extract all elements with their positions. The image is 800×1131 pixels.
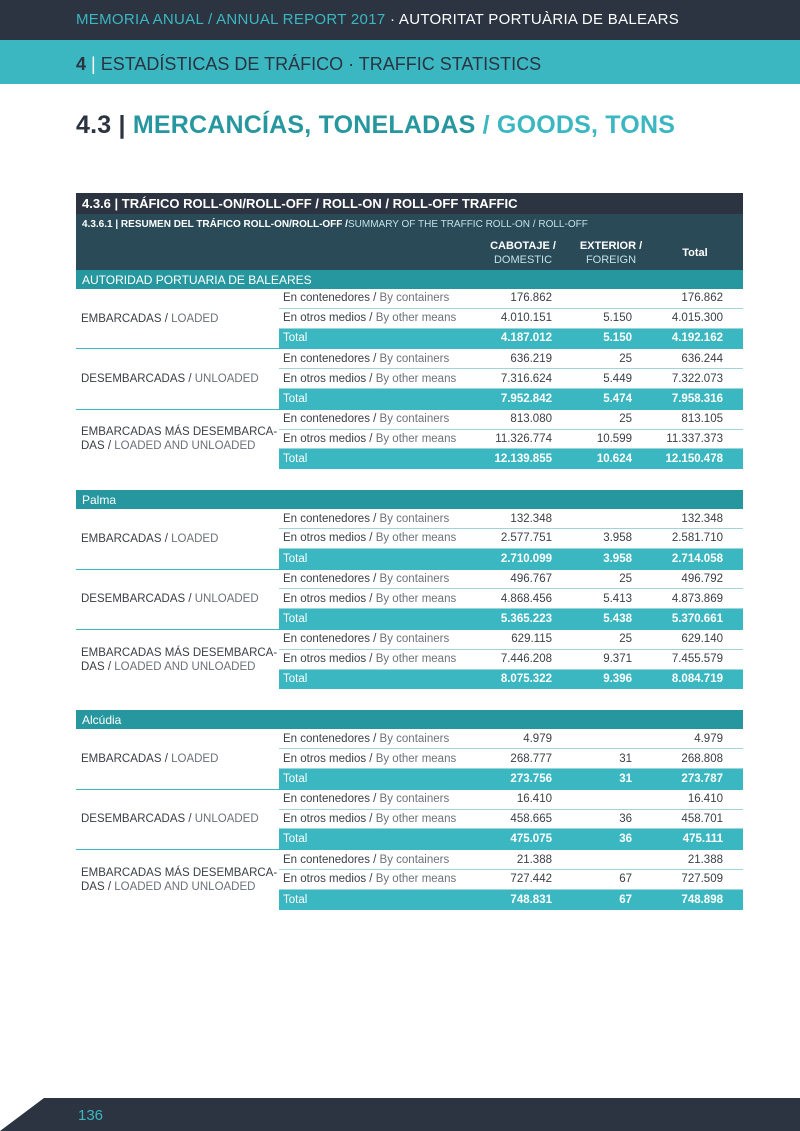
row-description-es: Total	[283, 392, 308, 405]
row-description-en: By containers	[379, 292, 450, 305]
movement-label-text	[81, 592, 259, 606]
row-description-es: Total	[283, 772, 308, 785]
row-description	[279, 613, 471, 625]
col-header-foreign	[575, 235, 647, 270]
foreign-value: 10.624	[596, 453, 632, 466]
movement-label-text	[81, 532, 218, 546]
foreign-value: 3.958	[603, 532, 632, 545]
foreign-value: 5.413	[603, 592, 632, 605]
total-row	[279, 389, 743, 409]
movement-label	[76, 570, 279, 629]
row-description-es: Total	[283, 893, 308, 906]
row-description	[279, 332, 471, 344]
row-description	[279, 453, 471, 465]
total-value: 7.322.073	[671, 372, 723, 385]
foreign-value: 36	[619, 812, 632, 825]
movement-block	[76, 349, 743, 408]
total-value: 4.192.162	[671, 332, 723, 345]
movement-block	[76, 630, 743, 689]
movement-rows	[279, 349, 743, 408]
row-description	[279, 733, 471, 745]
row-description	[279, 573, 471, 585]
movement-rows	[279, 570, 743, 629]
total-value: 273.787	[681, 772, 723, 785]
foreign-value: 3.958	[603, 552, 632, 565]
domestic-value: 12.139.855	[494, 453, 552, 466]
movement-label-en: LOADED	[171, 312, 219, 325]
col-header-total	[647, 235, 743, 270]
domestic-value: 21.388	[516, 853, 552, 866]
row-description	[279, 373, 471, 385]
movement-label-en: LOADED	[171, 753, 219, 766]
row-description	[279, 532, 471, 544]
foreign-value: 25	[619, 413, 632, 426]
table-subtitle-es: 4.3.6.1 | RESUMEN DEL TRÁFICO ROLL-ON/ROLL-OFF /	[82, 219, 348, 230]
foreign-value: 31	[619, 772, 632, 785]
movement-label-en: LOADED AND UNLOADED	[114, 440, 256, 453]
col-foreign-en: FOREIGN	[585, 253, 637, 266]
total-value: 2.714.058	[671, 552, 723, 565]
total-value: 5.370.661	[671, 613, 723, 626]
domestic-value: 458.665	[510, 812, 552, 825]
footer-wedge	[0, 1098, 44, 1131]
table-row	[279, 529, 743, 549]
row-description-es: En contenedores /	[283, 853, 380, 866]
table-row	[279, 749, 743, 769]
table-row	[279, 509, 743, 529]
total-value: 8.084.719	[671, 673, 723, 686]
table-row	[279, 790, 743, 810]
domestic-value: 727.442	[510, 873, 552, 886]
row-description-es: Total	[283, 552, 308, 565]
movement-label-es: EMBARCADAS MÁS DESEMBARCA-DAS /	[81, 646, 278, 673]
table-subtitle-en: SUMMARY OF THE TRAFFIC ROLL-ON / ROLL-OFF	[347, 219, 588, 230]
movement-label-es: DESEMBARCADAS /	[81, 373, 195, 386]
movement-rows	[279, 850, 743, 909]
foreign-value: 5.150	[603, 332, 632, 345]
row-description	[279, 312, 471, 324]
group-header	[76, 490, 743, 509]
foreign-value: 5.474	[603, 392, 632, 405]
foreign-value: 5.438	[603, 613, 632, 626]
movement-label-en: LOADED AND UNLOADED	[114, 660, 256, 673]
total-value: 7.958.316	[671, 392, 723, 405]
group-header	[76, 710, 743, 729]
row-description	[279, 633, 471, 645]
movement-label-en: UNLOADED	[194, 813, 259, 826]
top-header-bar	[0, 0, 800, 40]
movement-label-text	[81, 425, 279, 453]
section-separator: |	[86, 54, 101, 74]
domestic-value: 4.868.456	[500, 592, 552, 605]
roro-traffic-table	[76, 193, 743, 910]
domestic-value: 7.952.842	[500, 392, 552, 405]
movement-label	[76, 349, 279, 408]
domestic-value: 636.219	[510, 352, 552, 365]
domestic-value: 813.080	[510, 413, 552, 426]
row-description-en: By containers	[379, 793, 450, 806]
domestic-value: 2.577.751	[500, 532, 552, 545]
table-row	[279, 309, 743, 329]
row-description-es: En contenedores /	[283, 413, 380, 426]
movement-rows	[279, 410, 743, 469]
group-header	[76, 270, 743, 289]
table-row	[279, 650, 743, 670]
row-description	[279, 653, 471, 665]
column-headers	[76, 235, 743, 270]
movement-label-es: DESEMBARCADAS /	[81, 593, 195, 606]
domestic-value: 7.446.208	[500, 653, 552, 666]
domestic-value: 16.410	[516, 793, 552, 806]
domestic-value: 748.831	[510, 893, 552, 906]
movement-label	[76, 289, 279, 348]
total-value: 12.150.478	[665, 453, 723, 466]
row-description-es: En otros medios /	[283, 873, 376, 886]
movement-label-en: UNLOADED	[194, 373, 259, 386]
movement-label-text	[81, 312, 218, 326]
row-description	[279, 292, 471, 304]
table-row	[279, 630, 743, 650]
col-foreign-es: EXTERIOR /	[579, 239, 643, 252]
table-row	[279, 570, 743, 590]
row-description-es: En contenedores /	[283, 572, 380, 585]
domestic-value: 4.010.151	[500, 312, 552, 325]
row-description-en: By other means	[375, 592, 457, 605]
total-row	[279, 829, 743, 849]
movement-label-text	[81, 372, 259, 386]
movement-block	[76, 509, 743, 568]
total-value: 748.898	[681, 893, 723, 906]
movement-label-es: EMBARCADAS MÁS DESEMBARCA-DAS /	[81, 426, 278, 453]
row-description	[279, 793, 471, 805]
domestic-value: 11.326.774	[495, 432, 552, 445]
row-description-es: En otros medios /	[283, 653, 376, 666]
foreign-value: 67	[619, 873, 632, 886]
report-header	[76, 11, 679, 28]
domestic-value: 273.756	[510, 772, 552, 785]
page-title-es: MERCANCÍAS, TONELADAS	[132, 111, 476, 139]
row-description	[279, 353, 471, 365]
row-description-en: By other means	[375, 653, 457, 666]
foreign-value: 25	[619, 352, 632, 365]
table-row	[279, 850, 743, 870]
header-dot: ·	[385, 11, 399, 28]
row-description-es: Total	[283, 613, 308, 626]
section-title-en: TRAFFIC STATISTICS	[358, 54, 542, 74]
row-description-en: By other means	[375, 812, 457, 825]
movement-rows	[279, 630, 743, 689]
table-subtitle	[76, 214, 743, 235]
movement-label-text	[81, 812, 259, 826]
row-description	[279, 753, 471, 765]
total-value: 11.337.373	[666, 432, 723, 445]
section-dot: ·	[343, 54, 359, 74]
row-description	[279, 413, 471, 425]
movement-label-en: LOADED	[171, 532, 219, 545]
table-body	[76, 270, 743, 910]
group-name: Palma	[82, 492, 117, 507]
row-description-es: En contenedores /	[283, 732, 380, 745]
table-row	[279, 430, 743, 450]
row-description-es: Total	[283, 332, 308, 345]
row-description	[279, 433, 471, 445]
row-description-es: En otros medios /	[283, 812, 376, 825]
header-es: MEMORIA ANUAL	[76, 11, 204, 28]
header-org: AUTORITAT PORTUÀRIA DE BALEARS	[398, 11, 680, 28]
total-value: 727.509	[681, 873, 723, 886]
movement-rows	[279, 790, 743, 849]
page-title-en: GOODS, TONS	[496, 111, 676, 139]
total-value: 636.244	[681, 352, 723, 365]
total-row	[279, 609, 743, 629]
row-description-es: En otros medios /	[283, 432, 376, 445]
total-row	[279, 449, 743, 469]
domestic-value: 176.862	[510, 292, 552, 305]
table-row	[279, 369, 743, 389]
total-value: 176.862	[681, 292, 723, 305]
total-value: 16.410	[687, 793, 723, 806]
row-description	[279, 873, 471, 885]
row-description-en: By other means	[375, 372, 457, 385]
total-value: 813.105	[681, 413, 723, 426]
movement-label	[76, 630, 279, 689]
row-description	[279, 593, 471, 605]
total-value: 2.581.710	[671, 532, 723, 545]
domestic-value: 7.316.624	[500, 372, 552, 385]
row-description-en: By containers	[379, 853, 450, 866]
header-sep: /	[203, 11, 217, 28]
domestic-value: 4.979	[523, 732, 552, 745]
total-row	[279, 890, 743, 910]
page-title-number: 4.3 |	[76, 111, 133, 139]
header-en: ANNUAL REPORT 2017	[216, 11, 386, 28]
foreign-value: 9.371	[603, 653, 632, 666]
domestic-value: 132.348	[510, 512, 552, 525]
col-domestic-es: CABOTAJE /	[490, 239, 556, 252]
domestic-value: 475.075	[510, 833, 552, 846]
movement-label	[76, 790, 279, 849]
table-row	[279, 870, 743, 890]
row-description-en: By other means	[375, 873, 457, 886]
foreign-value: 10.599	[596, 432, 632, 445]
row-description-es: Total	[283, 833, 308, 846]
row-description-es: En contenedores /	[283, 292, 380, 305]
movement-label-es: EMBARCADAS /	[81, 312, 172, 325]
movement-label-es: DESEMBARCADAS /	[81, 813, 195, 826]
domestic-value: 4.187.012	[500, 332, 552, 345]
row-description-es: En otros medios /	[283, 752, 376, 765]
table-row	[279, 349, 743, 369]
row-description	[279, 393, 471, 405]
row-description-en: By other means	[375, 312, 457, 325]
table-row	[279, 589, 743, 609]
domestic-value: 5.365.223	[500, 613, 552, 626]
row-description-es: En otros medios /	[283, 532, 376, 545]
movement-label	[76, 729, 279, 788]
foreign-value: 36	[619, 833, 632, 846]
group-spacer	[76, 469, 743, 490]
group-name: AUTORIDAD PORTUARIA DE BALEARES	[82, 272, 312, 287]
domestic-value: 496.767	[510, 572, 552, 585]
row-description-en: By other means	[375, 752, 457, 765]
row-description-es: En contenedores /	[283, 512, 380, 525]
row-description-en: By containers	[379, 413, 450, 426]
row-description	[279, 553, 471, 565]
total-value: 458.701	[681, 812, 723, 825]
total-row	[279, 670, 743, 690]
movement-label	[76, 850, 279, 909]
movement-block	[76, 850, 743, 909]
row-description	[279, 813, 471, 825]
total-value: 629.140	[681, 633, 723, 646]
row-description-es: En otros medios /	[283, 372, 376, 385]
foreign-value: 25	[619, 572, 632, 585]
row-description	[279, 673, 471, 685]
total-value: 4.015.300	[671, 312, 723, 325]
total-value: 268.808	[681, 752, 723, 765]
total-value: 7.455.579	[671, 653, 723, 666]
movement-rows	[279, 509, 743, 568]
row-description-en: By containers	[379, 633, 450, 646]
foreign-value: 67	[619, 893, 632, 906]
table-row	[279, 810, 743, 830]
row-description-es: En contenedores /	[283, 633, 380, 646]
foreign-value: 25	[619, 633, 632, 646]
movement-label-text	[81, 866, 279, 894]
row-description-es: En contenedores /	[283, 793, 380, 806]
movement-rows	[279, 729, 743, 788]
total-value: 496.792	[681, 572, 723, 585]
row-description-en: By containers	[379, 352, 450, 365]
total-value: 475.111	[682, 833, 723, 846]
movement-label-en: UNLOADED	[194, 593, 259, 606]
movement-label-es: EMBARCADAS /	[81, 753, 172, 766]
row-description-en: By containers	[379, 572, 450, 585]
table-row	[279, 729, 743, 749]
group-spacer	[76, 689, 743, 710]
domestic-value: 268.777	[510, 752, 552, 765]
col-total: Total	[682, 246, 708, 259]
movement-label-en: LOADED AND UNLOADED	[114, 880, 256, 893]
domestic-value: 2.710.099	[500, 552, 552, 565]
total-value: 4.873.869	[671, 592, 723, 605]
page-number: 136	[78, 1107, 104, 1124]
page-title	[76, 111, 675, 140]
foreign-value: 5.150	[603, 312, 632, 325]
foreign-value: 9.396	[603, 673, 632, 686]
total-value: 21.388	[687, 853, 723, 866]
movement-rows	[279, 289, 743, 348]
section-number: 4	[76, 54, 87, 74]
total-row	[279, 769, 743, 789]
row-description-es: Total	[283, 673, 308, 686]
movement-block	[76, 570, 743, 629]
section-title	[76, 54, 541, 75]
movement-block	[76, 410, 743, 469]
row-description-en: By other means	[375, 432, 457, 445]
group-name: Alcúdia	[82, 712, 122, 727]
movement-label	[76, 509, 279, 568]
row-description-en: By other means	[375, 532, 457, 545]
row-description	[279, 854, 471, 866]
row-description-en: By containers	[379, 732, 450, 745]
total-row	[279, 549, 743, 569]
row-description-es: En otros medios /	[283, 312, 376, 325]
row-description-es: En otros medios /	[283, 592, 376, 605]
domestic-value: 629.115	[511, 633, 552, 646]
movement-block	[76, 289, 743, 348]
table-row	[279, 289, 743, 309]
table-row	[279, 410, 743, 430]
table-title-text: 4.3.6 | TRÁFICO ROLL-ON/ROLL-OFF / ROLL-ON / ROLL-OFF TRAFFIC	[82, 196, 518, 211]
table-title	[76, 193, 743, 214]
domestic-value: 8.075.322	[500, 673, 552, 686]
movement-label-text	[81, 752, 218, 766]
row-description-en: By containers	[379, 512, 450, 525]
row-description-es: Total	[283, 453, 308, 466]
row-description-es: En contenedores /	[283, 352, 380, 365]
footer-bar	[0, 1098, 800, 1131]
total-row	[279, 329, 743, 349]
foreign-value: 5.449	[603, 372, 632, 385]
col-domestic-en: DOMESTIC	[493, 253, 553, 266]
row-description	[279, 833, 471, 845]
movement-label-text	[81, 646, 279, 674]
row-description	[279, 773, 471, 785]
total-value: 4.979	[694, 732, 723, 745]
total-value: 132.348	[681, 512, 723, 525]
section-title-es: ESTADÍSTICAS DE TRÁFICO	[100, 54, 344, 74]
movement-block	[76, 729, 743, 788]
col-header-domestic	[471, 235, 575, 270]
row-description	[279, 894, 471, 906]
foreign-value: 31	[619, 752, 632, 765]
row-description	[279, 513, 471, 525]
page-title-sep: /	[475, 111, 497, 139]
movement-label-es: EMBARCADAS MÁS DESEMBARCA-DAS /	[81, 866, 278, 893]
movement-label	[76, 410, 279, 469]
movement-block	[76, 790, 743, 849]
movement-label-es: EMBARCADAS /	[81, 532, 172, 545]
